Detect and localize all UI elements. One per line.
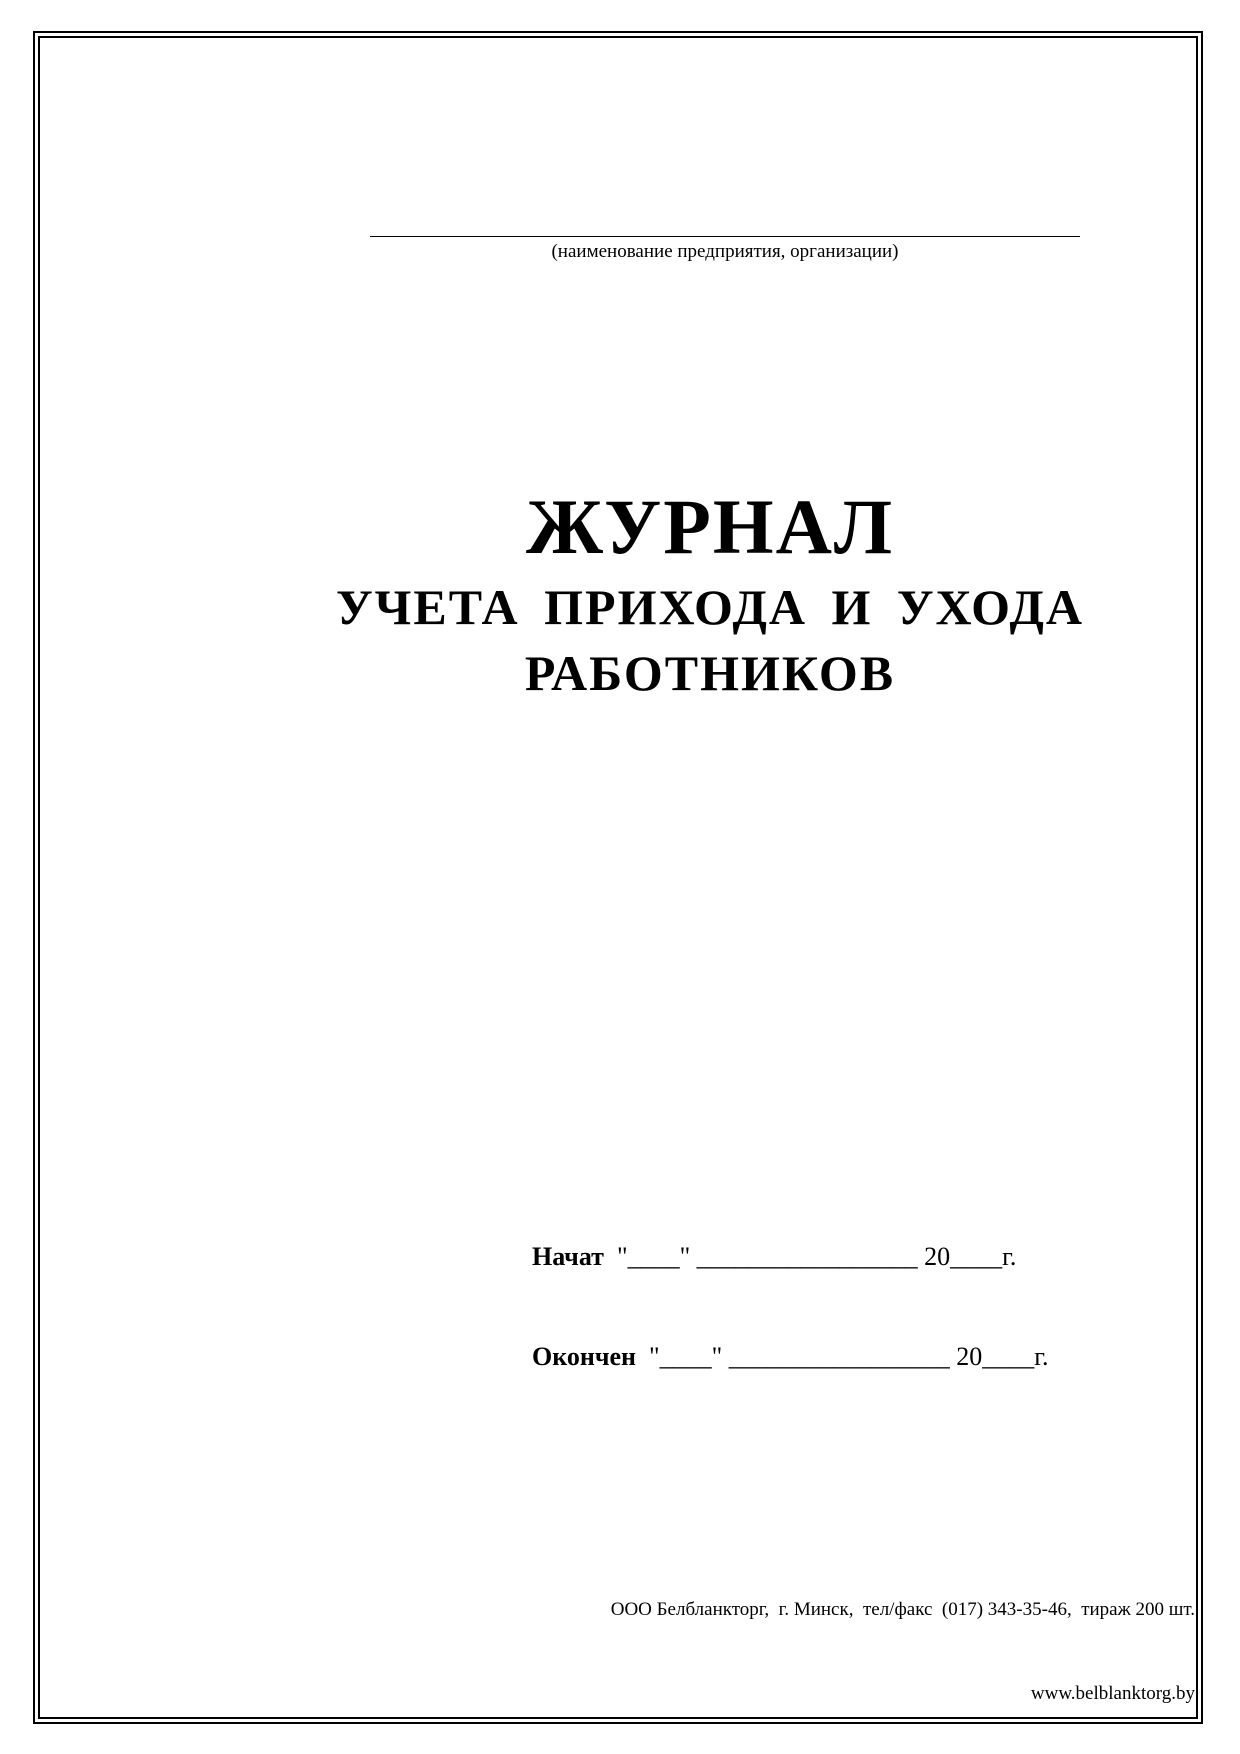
publisher-info: ООО Белбланкторг, г. Минск, тел/факс (017) 343-35-46, тираж 200 шт. — [610, 1599, 1195, 1620]
document-subtitle-line-2: РАБОТНИКОВ — [524, 645, 896, 701]
document-subtitle-line-1: УЧЕТА ПРИХОДА И УХОДА — [335, 579, 1085, 635]
end-date-label: Окончен — [532, 1342, 637, 1371]
start-date-label: Начат — [532, 1242, 604, 1271]
organization-name-line — [370, 236, 1080, 237]
end-date-field: "____" _________________ 20____г. — [636, 1342, 1049, 1371]
end-date-row — [532, 1340, 1049, 1374]
start-date-row — [532, 1240, 1016, 1274]
document-subtitle — [240, 574, 1180, 706]
start-date-field: "____" _________________ 20____г. — [603, 1242, 1017, 1271]
publisher-website: www.belblanktorg.by — [1030, 1683, 1195, 1704]
page-border-inner — [38, 36, 1198, 1719]
organization-name-caption: (наименование предприятия, организации) — [551, 241, 899, 262]
publisher-footer — [295, 1540, 1195, 1736]
document-title: ЖУРНАЛ — [525, 483, 895, 570]
